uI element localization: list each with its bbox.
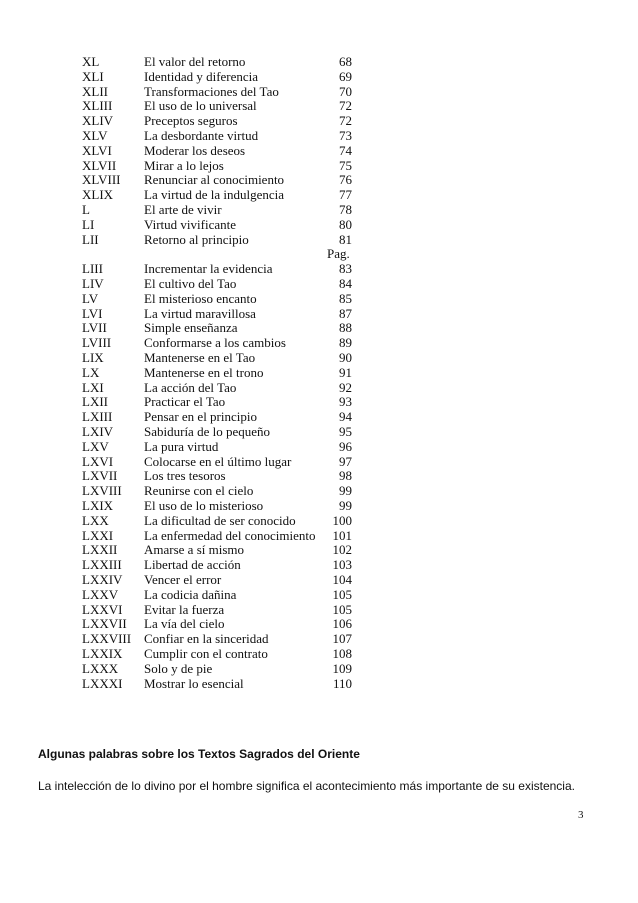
- toc-entry: [0, 69, 638, 84]
- toc-chapter-title: La vía del cielo: [144, 616, 225, 632]
- toc-page-number: 95: [339, 424, 352, 439]
- toc-page-number: 73: [339, 128, 352, 143]
- toc-chapter-title: Vencer el error: [144, 572, 222, 587]
- toc-page-number: 99: [339, 483, 352, 499]
- toc-entry: [0, 350, 638, 365]
- toc-page-number: 104: [332, 572, 352, 587]
- page-number: 3: [578, 809, 584, 821]
- toc-page-number: 68: [339, 54, 352, 69]
- toc-page-number: 100: [332, 512, 352, 528]
- toc-page-number: 88: [339, 320, 352, 336]
- toc-chapter-title: Solo y de pie: [144, 660, 213, 676]
- toc-page-number: 74: [339, 142, 352, 158]
- toc-chapter-title: Retorno al principio: [144, 231, 249, 247]
- toc-chapter-title: Mantenerse en el trono: [144, 364, 264, 380]
- toc-chapter-number: LXVII: [82, 468, 118, 484]
- toc-chapter-title: La desbordante virtud: [144, 128, 259, 143]
- toc-chapter-title: El uso de lo misterioso: [144, 498, 264, 513]
- toc-chapter-title: La codicia dañina: [144, 586, 237, 602]
- toc-chapter-number: LXXII: [82, 542, 118, 558]
- toc-chapter-number: LXXIX: [82, 646, 123, 661]
- toc-chapter-number: LXIII: [82, 409, 113, 425]
- toc-chapter-title: La virtud maravillosa: [144, 305, 256, 321]
- toc-page-number: 69: [339, 68, 352, 84]
- toc-entry: [0, 128, 638, 143]
- toc-entry: [0, 572, 638, 587]
- toc-page-number: 78: [339, 202, 352, 217]
- toc-page-number: 106: [332, 616, 352, 632]
- toc-entry: [0, 483, 638, 498]
- toc-chapter-title: Transformaciones del Tao: [144, 83, 279, 99]
- toc-page-number: 72: [339, 113, 352, 129]
- toc-page-number: 87: [339, 305, 352, 321]
- toc-entry: [0, 172, 638, 187]
- toc-entry: [0, 187, 638, 202]
- toc-chapter-title: Colocarse en el último lugar: [144, 453, 292, 469]
- toc-chapter-number: LVII: [82, 320, 107, 336]
- toc-chapter-number: LVIII: [82, 335, 112, 351]
- toc-chapter-title: Incrementar la evidencia: [144, 261, 273, 277]
- toc-chapter-title: Moderar los deseos: [144, 142, 246, 158]
- toc-page-number: 94: [339, 409, 352, 425]
- toc-page-number: 96: [339, 438, 352, 454]
- toc-chapter-number: LX: [82, 364, 100, 380]
- toc-entry: [0, 98, 638, 113]
- toc-chapter-number: LXIX: [82, 498, 114, 513]
- toc-page-number: 72: [339, 98, 352, 114]
- toc-chapter-title: Confiar en la sinceridad: [144, 631, 269, 647]
- toc-page-number: 80: [339, 216, 352, 232]
- toc-page-number: 85: [339, 290, 352, 306]
- toc-chapter-number: LXXVII: [82, 616, 127, 632]
- toc-chapter-title: Cumplir con el contrato: [144, 646, 268, 661]
- toc-entry: [0, 439, 638, 454]
- toc-page-number: 102: [332, 542, 352, 558]
- toc-entry: [0, 676, 638, 691]
- toc-chapter-title: El valor del retorno: [144, 54, 246, 69]
- toc-chapter-number: XLV: [82, 128, 108, 143]
- section-heading: Algunas palabras sobre los Textos Sagrados del Oriente: [38, 747, 360, 761]
- toc-page-number: 108: [332, 646, 352, 661]
- toc-chapter-title: La pura virtud: [144, 438, 219, 454]
- toc-page-number: 92: [339, 379, 352, 395]
- toc-chapter-number: LVI: [82, 305, 103, 321]
- toc-page-number: 110: [332, 675, 352, 691]
- toc-entry: [0, 557, 638, 572]
- toc-chapter-title: El uso de lo universal: [144, 98, 257, 114]
- toc-entry: [0, 602, 638, 617]
- toc-entry: [0, 409, 638, 424]
- toc-page-number: 89: [339, 335, 352, 351]
- toc-chapter-number: LXXXI: [82, 675, 123, 691]
- toc-chapter-title: El arte de vivir: [144, 202, 222, 217]
- toc-chapter-number: LIII: [82, 261, 103, 277]
- toc-chapter-title: El misterioso encanto: [144, 290, 257, 306]
- toc-page-number: 90: [339, 350, 352, 365]
- toc-chapter-title: Libertad de acción: [144, 557, 241, 573]
- toc-chapter-number: LXXX: [82, 660, 119, 676]
- toc-page-number: 103: [332, 557, 352, 573]
- toc-entry: [0, 528, 638, 543]
- toc-chapter-number: LIX: [82, 350, 104, 365]
- toc-chapter-title: Amarse a sí mismo: [144, 542, 245, 558]
- toc-page-number: 70: [339, 83, 352, 99]
- toc-entry: [0, 513, 638, 528]
- toc-chapter-number: LXV: [82, 438, 109, 454]
- toc-page-number: 76: [339, 172, 352, 188]
- toc-page-number: 98: [339, 468, 352, 484]
- toc-chapter-title: Practicar el Tao: [144, 394, 226, 410]
- toc-chapter-number: LXI: [82, 379, 104, 395]
- toc-chapter-number: XLI: [82, 68, 104, 84]
- toc-page-number: 105: [332, 601, 352, 617]
- toc-entry: [0, 468, 638, 483]
- toc-chapter-title: El cultivo del Tao: [144, 276, 237, 291]
- toc-chapter-number: LXXVIII: [82, 631, 132, 647]
- toc-entry: [0, 365, 638, 380]
- toc-chapter-number: XLVI: [82, 142, 112, 158]
- toc-entry: [0, 261, 638, 276]
- toc-entry: [0, 424, 638, 439]
- body-paragraph: La intelección de lo divino por el hombre significa el acontecimiento más importante de su existencia.: [38, 779, 575, 793]
- toc-page-number: 101: [332, 527, 352, 543]
- toc-chapter-title: Pensar en el principio: [144, 409, 257, 425]
- toc-chapter-title: Renunciar al conocimiento: [144, 172, 285, 188]
- toc-page-number: 77: [339, 187, 352, 203]
- toc-entry: [0, 84, 638, 99]
- toc-chapter-number: XLVIII: [82, 172, 121, 188]
- toc-page-number: 83: [339, 261, 352, 277]
- toc-chapter-number: XLII: [82, 83, 108, 99]
- toc-chapter-title: La acción del Tao: [144, 379, 237, 395]
- toc-chapter-number: L: [82, 202, 90, 217]
- toc-chapter-title: La virtud de la indulgencia: [144, 187, 285, 203]
- toc-entry: [0, 380, 638, 395]
- toc-page-number: 93: [339, 394, 352, 410]
- toc-chapter-title: Los tres tesoros: [144, 468, 226, 484]
- toc-entry: [0, 54, 638, 69]
- toc-entry: [0, 335, 638, 350]
- toc-chapter-number: XL: [82, 54, 100, 69]
- toc-chapter-number: XLIV: [82, 113, 114, 129]
- toc-chapter-title: Virtud vivificante: [144, 216, 236, 232]
- toc-chapter-number: LXXVI: [82, 601, 123, 617]
- toc-entry: [0, 217, 638, 232]
- toc-entry: [0, 320, 638, 335]
- toc-entry: [0, 542, 638, 557]
- toc-page-number: 109: [332, 660, 352, 676]
- toc-chapter-number: LXX: [82, 512, 109, 528]
- toc-entry: [0, 646, 638, 661]
- toc-entry: [0, 616, 638, 631]
- toc-chapter-title: Preceptos seguros: [144, 113, 238, 129]
- toc-entry: [0, 143, 638, 158]
- toc-chapter-number: XLIII: [82, 98, 113, 114]
- toc-entry: [0, 232, 638, 247]
- toc-chapter-title: La enfermedad del conocimiento: [144, 527, 316, 543]
- toc-page-number: 81: [339, 231, 352, 247]
- toc-entry: [0, 498, 638, 513]
- toc-page-number: 99: [339, 498, 352, 513]
- toc-entry: [0, 306, 638, 321]
- toc-chapter-number: LXIV: [82, 424, 114, 439]
- toc-chapter-title: Mostrar lo esencial: [144, 675, 244, 691]
- toc-chapter-number: LI: [82, 216, 95, 232]
- toc-chapter-number: LXXV: [82, 586, 119, 602]
- toc-entry: [0, 587, 638, 602]
- toc-chapter-number: LIV: [82, 276, 104, 291]
- toc-chapter-number: LXXIV: [82, 572, 123, 587]
- toc-entry: [0, 113, 638, 128]
- toc-page-number: 107: [332, 631, 352, 647]
- toc-entry: [0, 158, 638, 173]
- toc-chapter-number: LXVIII: [82, 483, 122, 499]
- toc-page-number: 84: [339, 276, 352, 291]
- toc-chapter-title: Sabiduría de lo pequeño: [144, 424, 270, 439]
- toc-page-number: 105: [332, 586, 352, 602]
- toc-entry: [0, 454, 638, 469]
- toc-chapter-title: Mantenerse en el Tao: [144, 350, 256, 365]
- toc-chapter-title: Identidad y diferencia: [144, 68, 259, 84]
- toc-chapter-number: LXXIII: [82, 557, 122, 573]
- toc-entry: [0, 276, 638, 291]
- toc-chapter-number: LXVI: [82, 453, 114, 469]
- toc-entry: [0, 661, 638, 676]
- toc-chapter-number: XLIX: [82, 187, 114, 203]
- toc-chapter-number: LXII: [82, 394, 108, 410]
- toc-entry: [0, 394, 638, 409]
- toc-chapter-title: La dificultad de ser conocido: [144, 512, 296, 528]
- toc-chapter-number: LV: [82, 290, 99, 306]
- toc-entry: [0, 291, 638, 306]
- toc-chapter-title: Evitar la fuerza: [144, 601, 225, 617]
- toc-page-number: 91: [339, 364, 352, 380]
- toc-entry: [0, 631, 638, 646]
- toc-chapter-title: Mirar a lo lejos: [144, 157, 224, 173]
- toc-chapter-number: XLVII: [82, 157, 117, 173]
- toc-chapter-number: LII: [82, 231, 99, 247]
- toc-chapter-title: Simple enseñanza: [144, 320, 238, 336]
- toc-chapter-number: LXXI: [82, 527, 114, 543]
- toc-chapter-title: Conformarse a los cambios: [144, 335, 286, 351]
- toc-page-number: 97: [339, 453, 352, 469]
- toc-chapter-title: Reunirse con el cielo: [144, 483, 254, 499]
- toc-entry: [0, 202, 638, 217]
- toc-page-number: 75: [339, 157, 352, 173]
- toc-pag-label: Pag.: [327, 246, 350, 262]
